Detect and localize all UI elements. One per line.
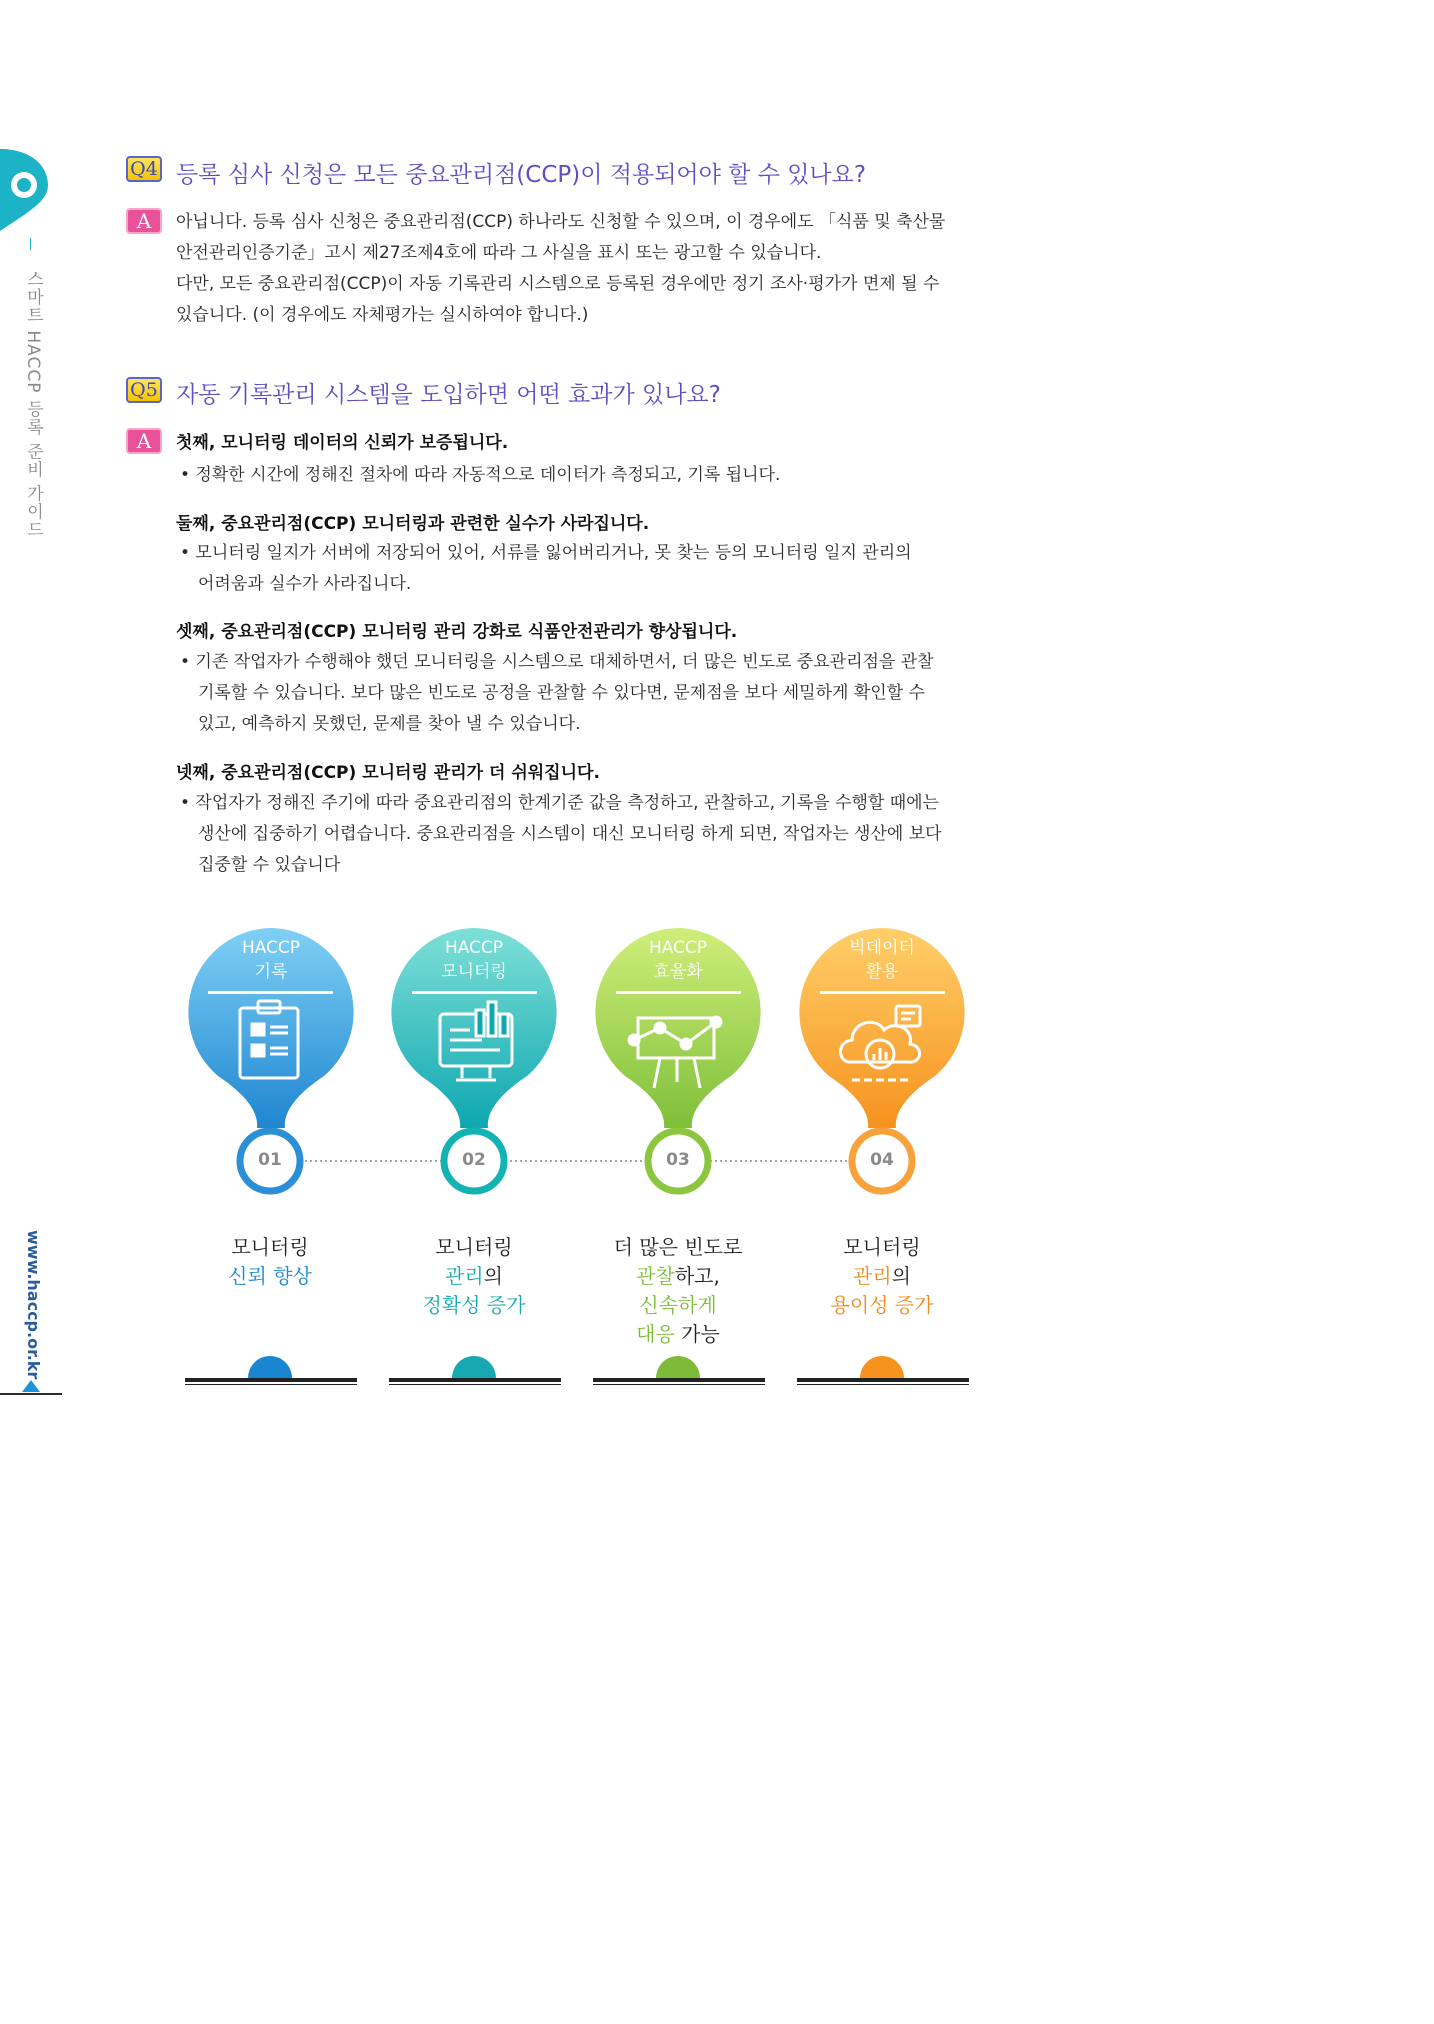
answer-badge-q5: A: [126, 428, 162, 454]
result-text: 용이성 증가: [830, 1293, 934, 1317]
result-1: [170, 1233, 370, 1291]
result-line: [782, 1262, 982, 1291]
section-line: 있고, 예측하지 못했던, 문제를 찾아 낼 수 있습니다.: [198, 714, 581, 734]
pin-label-line: 활용: [865, 962, 899, 982]
result-line: [170, 1262, 370, 1291]
question-badge-q4: Q4: [126, 156, 162, 182]
pin-label-underline: [412, 991, 537, 994]
section-line: • 정확한 시간에 정해진 절차에 따라 자동적으로 데이터가 측정되고, 기록 됩니다.: [180, 465, 781, 485]
pin-label-line: 기록: [254, 962, 288, 982]
result-text: 모니터링: [231, 1235, 309, 1259]
section-line: • 작업자가 정해진 주기에 따라 중요관리점의 한계기준 값을 측정하고, 관찰하고, 기록을 수행할 때에는: [180, 793, 939, 813]
pin-label-underline: [820, 991, 945, 994]
result-text: 대응: [636, 1322, 675, 1346]
step-number-2: 02: [462, 1150, 486, 1170]
result-text: 모니터링: [435, 1235, 513, 1259]
result-line: [374, 1262, 574, 1291]
pin-label-2: [389, 936, 559, 984]
section-line: • 모니터링 일지가 서버에 저장되어 있어, 서류를 잃어버리거나, 못 찾는 등의 모니터링 일지 관리의: [180, 543, 912, 563]
section-heading-3: 셋째, 중요관리점(CCP) 모니터링 관리 강화로 식품안전관리가 향상됩니다.: [176, 622, 738, 642]
pin-label-line: 모니터링: [441, 962, 507, 982]
pin-label-line: HACCP: [241, 938, 301, 958]
result-line: [578, 1233, 778, 1262]
pin-label-3: [593, 936, 763, 984]
result-4: [782, 1233, 982, 1320]
result-text: 신뢰 향상: [228, 1264, 312, 1288]
answer-badge-q4: A: [126, 208, 162, 234]
result-text: 신속하게: [639, 1293, 717, 1317]
question-badge-q5: Q5: [126, 377, 162, 403]
pin-label-line: HACCP: [444, 938, 504, 958]
result-text: 의: [891, 1264, 911, 1288]
result-text: 더 많은 빈도로: [613, 1235, 743, 1259]
pin-label-1: [186, 936, 356, 984]
result-text: 정확성 증가: [422, 1293, 526, 1317]
answer-q4-line: 있습니다. (이 경우에도 자체평가는 실시하여야 합니다.): [176, 305, 589, 325]
pin-label-line: 효율화: [653, 962, 703, 982]
result-line: [782, 1233, 982, 1262]
pin-label-underline: [208, 991, 333, 994]
result-text: 의: [483, 1264, 503, 1288]
result-line: [578, 1291, 778, 1320]
section-heading-4: 넷째, 중요관리점(CCP) 모니터링 관리가 더 쉬워집니다.: [176, 763, 600, 783]
result-text: 하고,: [674, 1264, 720, 1288]
result-line: [578, 1320, 778, 1349]
question-q5: 자동 기록관리 시스템을 도입하면 어떤 효과가 있나요?: [176, 382, 721, 408]
section-line: 집중할 수 있습니다: [198, 855, 341, 875]
section-line: • 기존 작업자가 수행해야 했던 모니터링을 시스템으로 대체하면서, 더 많은 빈도로 중요관리점을 관찰: [180, 652, 934, 672]
section-line: 어려움과 실수가 사라집니다.: [198, 574, 412, 594]
result-line: [578, 1262, 778, 1291]
answer-q4-line: 안전관리인증기준」고시 제27조제4호에 따라 그 사실을 표시 또는 광고할 수 있습니다.: [176, 243, 822, 263]
result-3: [578, 1233, 778, 1349]
footer-base: [185, 1356, 969, 1385]
result-line: [170, 1233, 370, 1262]
result-line: [374, 1291, 574, 1320]
result-2: [374, 1233, 574, 1320]
answer-q4-line: 아닙니다. 등록 심사 신청은 중요관리점(CCP) 하나라도 신청할 수 있으며, 이 경우에도 「식품 및 축산물: [176, 212, 946, 232]
question-q4: 등록 심사 신청은 모든 중요관리점(CCP)이 적용되어야 할 수 있나요?: [176, 162, 867, 188]
sidebar-url[interactable]: www.haccp.or.kr: [24, 1230, 43, 1380]
result-line: [782, 1291, 982, 1320]
pin-label-line: 빅데이터: [849, 938, 915, 958]
step-number-4: 04: [870, 1150, 894, 1170]
result-text: 관리: [445, 1264, 484, 1288]
result-text: 모니터링: [843, 1235, 921, 1259]
step-number-1: 01: [258, 1150, 282, 1170]
result-text: 관리: [853, 1264, 892, 1288]
result-line: [374, 1233, 574, 1262]
pin-label-line: HACCP: [648, 938, 708, 958]
section-heading-1: 첫째, 모니터링 데이터의 신뢰가 보증됩니다.: [176, 433, 509, 453]
section-heading-2: 둘째, 중요관리점(CCP) 모니터링과 관련한 실수가 사라집니다.: [176, 514, 650, 534]
pin-label-4: [797, 936, 967, 984]
section-line: 기록할 수 있습니다. 보다 많은 빈도로 공정을 관찰할 수 있다면, 문제점을 보다 세밀하게 확인할 수: [198, 683, 925, 703]
section-line: 생산에 집중하기 어렵습니다. 중요관리점을 시스템이 대신 모니터링 하게 되면, 작업자는 생산에 보다: [198, 824, 942, 844]
pin-label-underline: [616, 991, 741, 994]
result-text: 관찰: [636, 1264, 675, 1288]
step-number-3: 03: [666, 1150, 690, 1170]
answer-q4-line: 다만, 모든 중요관리점(CCP)이 자동 기록관리 시스템으로 등록된 경우에만 정기 조사·평가가 면제 될 수: [176, 274, 940, 294]
sidebar-guide-title: 스마트 HACCP 등록 준비 가이드: [23, 270, 43, 539]
result-text: 가능: [674, 1322, 720, 1346]
